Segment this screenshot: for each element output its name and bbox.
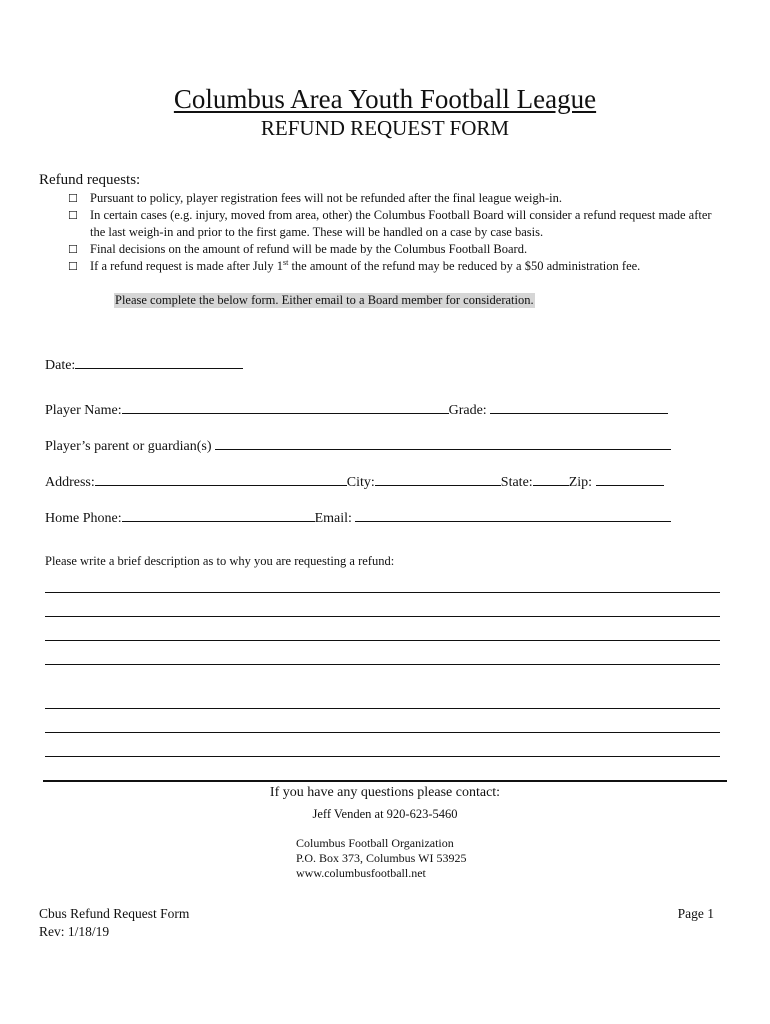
phone-blank[interactable] <box>122 508 315 522</box>
refund-requests-heading: Refund requests: <box>39 172 141 188</box>
description-line[interactable] <box>45 664 720 665</box>
zip-blank[interactable] <box>596 472 664 486</box>
grade-label: Grade: <box>448 403 491 418</box>
date-row <box>45 355 243 374</box>
guardian-blank[interactable] <box>215 436 671 450</box>
address-row <box>45 472 664 491</box>
policy-text: Final decisions on the amount of refund will be made by the Columbus Football Board. <box>90 242 528 256</box>
section-divider <box>43 780 727 782</box>
player-name-blank[interactable] <box>122 400 449 414</box>
date-blank[interactable] <box>75 355 243 369</box>
checkbox-icon: ☐ <box>68 209 78 222</box>
contact-question: If you have any questions please contact: <box>269 785 501 800</box>
description-line[interactable] <box>45 616 720 617</box>
website: www.columbusfootball.net <box>296 866 426 880</box>
contact-person: Jeff Venden at 920-623-5460 <box>312 807 458 821</box>
city-label: City: <box>346 475 375 490</box>
form-subtitle: REFUND REQUEST FORM <box>260 116 510 140</box>
policy-list <box>68 190 728 275</box>
policy-item <box>68 258 728 275</box>
policy-text: In certain cases (e.g. injury, moved from area, other) the Columbus Football Board will consider a refund request made after the last weigh-in and prior to the first game. These will be handled on a case by case basis. <box>90 208 712 239</box>
description-line[interactable] <box>45 640 720 641</box>
form-title: Columbus Area Youth Football League <box>173 84 597 114</box>
player-row <box>45 400 668 419</box>
policy-item <box>68 241 728 258</box>
ordinal-suffix: st <box>282 257 289 267</box>
instruction-highlight: Please complete the below form. Either email to a Board member for consideration. <box>115 293 534 307</box>
footer-revision: Rev: 1/18/19 <box>39 924 110 939</box>
address-label: Address: <box>45 475 95 490</box>
description-line[interactable] <box>45 708 720 709</box>
zip-label: Zip: <box>568 475 596 490</box>
description-line[interactable] <box>45 732 720 733</box>
policy-item <box>68 190 728 207</box>
description-line[interactable] <box>45 592 720 593</box>
city-blank[interactable] <box>375 472 501 486</box>
state-label: State: <box>500 475 533 490</box>
description-prompt: Please write a brief description as to why you are requesting a refund: <box>45 554 395 568</box>
footer-form-name: Cbus Refund Request Form <box>39 906 190 921</box>
date-label: Date: <box>45 358 76 373</box>
email-blank[interactable] <box>355 508 671 522</box>
description-line[interactable] <box>45 756 720 757</box>
grade-blank[interactable] <box>490 400 668 414</box>
policy-text: Pursuant to policy, player registration fees will not be refunded after the final league weigh-in. <box>90 191 562 205</box>
email-label: Email: <box>314 511 356 526</box>
state-blank[interactable] <box>533 472 569 486</box>
policy-text-after: the amount of the refund may be reduced by a $50 administration fee. <box>288 259 641 273</box>
org-name: Columbus Football Organization <box>296 836 454 850</box>
policy-item <box>68 207 728 241</box>
policy-text-before: If a refund request is made after July 1 <box>90 259 283 273</box>
guardian-label: Player’s parent or guardian(s) <box>45 439 216 454</box>
phone-label: Home Phone: <box>45 511 122 526</box>
footer-page-number: Page 1 <box>677 906 714 921</box>
player-name-label: Player Name: <box>45 403 122 418</box>
po-box: P.O. Box 373, Columbus WI 53925 <box>296 851 467 865</box>
checkbox-icon: ☐ <box>68 260 78 273</box>
guardian-row <box>45 436 671 455</box>
phone-row <box>45 508 671 527</box>
checkbox-icon: ☐ <box>68 243 78 256</box>
address-blank[interactable] <box>95 472 347 486</box>
checkbox-icon: ☐ <box>68 192 78 205</box>
